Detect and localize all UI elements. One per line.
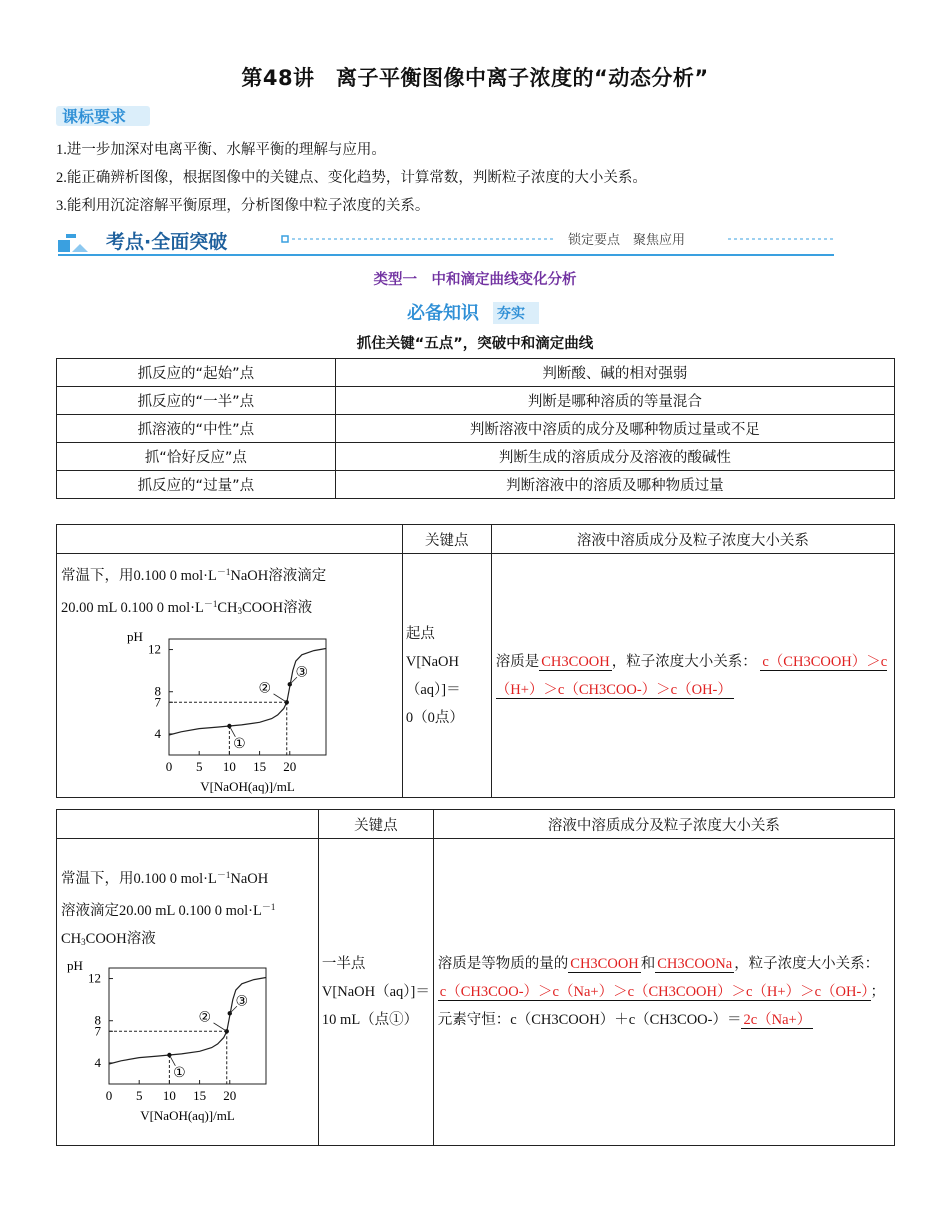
meaning-cell: 判断是哪种溶质的等量混合 — [335, 387, 894, 415]
key-point-name: 起点 — [405, 625, 435, 642]
table-row — [57, 443, 895, 471]
case1-table — [56, 524, 895, 798]
titration-curve — [169, 649, 326, 736]
section-title: 考点·全面突破 — [106, 231, 228, 253]
case2-description: 常温下，用0.100 0 $mol\cdot L^{-1}NaOH$ 溶液滴定20.00 mL 0.100 0 $mol\cdot L^{-1}$ $CH_3COOH$溶液 — [61, 870, 276, 947]
solute-answer-a: CH3COOH — [570, 956, 639, 972]
section-header — [56, 228, 836, 258]
annotation-label: ③ — [235, 993, 249, 1010]
titration-chart — [121, 627, 341, 797]
table-row — [57, 387, 895, 415]
point-cell: 抓“恰好反应”点 — [57, 443, 336, 471]
annotation-label: ① — [233, 736, 246, 752]
svg-text:必备知识: 必备知识 — [407, 303, 479, 324]
key-point-volume: V[NaOH（aq）]＝ — [405, 653, 461, 698]
grab-title: 抓住关键“五点”，突破中和滴定曲线 — [356, 336, 594, 352]
meaning-cell: 判断溶液中的溶质及哪种物质过量 — [335, 471, 894, 499]
case2-relation-cell: 溶质是等物质的量的 CH3COOH 和 CH3COONa ，粒子浓度大小关系： c（CH3COO-）＞c（Na+）＞c（CH3COOH）＞c（H+）＞c（OH-） ；元素守恒：c（CH3COOH）＋c（CH3COO-）＝ 2c（Na+） — [433, 839, 894, 1146]
annotation-label: ② — [198, 1009, 212, 1026]
case1-description-cell — [57, 554, 403, 798]
x-tick-label: 15 — [193, 1088, 207, 1103]
x-tick-label: 10 — [222, 759, 236, 774]
type-title: 类型一 中和滴定曲线变化分析 — [373, 272, 577, 288]
titration-chart — [61, 956, 281, 1126]
header-key: 关键点 — [318, 810, 433, 839]
annotation-label: ③ — [295, 664, 309, 681]
section-square-icon — [58, 240, 70, 252]
relation-answer: c（CH3COOH）＞c（H+）＞c（CH3COO-）＞c（OH-） — [495, 653, 888, 698]
requirement-item: 3.能利用沉淀溶解平衡原理，分析图像中粒子浓度的关系。 — [56, 198, 430, 214]
table-header-row — [57, 525, 895, 554]
y-tick-label: 12 — [148, 641, 161, 657]
annotation-label: ① — [173, 1065, 186, 1081]
y-axis-label: pH — [127, 629, 143, 644]
table-header-row — [57, 810, 895, 839]
section-tagline: 锁定要点 聚焦应用 — [568, 233, 686, 248]
x-axis-label: V[NaOH(aq)]/mL — [200, 779, 295, 794]
meaning-cell: 判断生成的溶质成分及溶液的酸碱性 — [335, 443, 894, 471]
requirements-banner — [56, 104, 156, 128]
table-row — [57, 554, 895, 798]
requirement-item: 1.进一步加深对电离平衡、水解平衡的理解与应用。 — [56, 142, 386, 158]
annotation-leader — [214, 1023, 227, 1031]
header-empty — [57, 810, 319, 839]
annotation-leader — [274, 694, 287, 702]
header-relation: 溶液中溶质成分及粒子浓度大小关系 — [491, 525, 894, 554]
y-axis-label: pH — [67, 958, 83, 973]
y-tick-label: 4 — [94, 1054, 101, 1070]
y-tick-label: 12 — [88, 970, 101, 986]
x-tick-label: 20 — [223, 1088, 237, 1103]
x-tick-label: 10 — [162, 1088, 176, 1103]
y-tick-label: 4 — [154, 725, 161, 741]
page-title: 第48讲 离子平衡图像中离子浓度的“动态分析” — [241, 66, 709, 90]
key-point-name: 一半点 — [321, 956, 366, 972]
knowledge-banner — [405, 298, 545, 326]
solute-answer: CH3COOH — [541, 653, 610, 670]
header-empty — [57, 525, 403, 554]
requirements-list — [56, 136, 647, 220]
header-key: 关键点 — [402, 525, 491, 554]
point-cell: 抓反应的“起始”点 — [57, 359, 336, 387]
case1-key-point-cell — [402, 554, 491, 798]
header-relation: 溶液中溶质成分及粒子浓度大小关系 — [433, 810, 894, 839]
five-points-table — [56, 358, 895, 499]
point-cell: 抓反应的“过量”点 — [57, 471, 336, 499]
case2-key-point-cell — [318, 839, 433, 1146]
x-tick-label: 0 — [165, 759, 173, 774]
svg-text:夯实: 夯实 — [497, 306, 525, 322]
case2-description-cell — [57, 839, 319, 1146]
solute-answer-b: CH3COONa — [657, 956, 733, 972]
table-row — [57, 839, 895, 1146]
table-row — [57, 415, 895, 443]
case1-relation-cell: 溶质是 CH3COOH ，粒子浓度大小关系： c（CH3COOH）＞c（H+）＞c（CH3COO-）＞c（OH-） — [491, 554, 894, 798]
plot-frame — [109, 968, 266, 1084]
conservation-answer: 2c（Na+） — [743, 1012, 812, 1028]
titration-curve — [109, 978, 266, 1065]
meaning-cell: 判断溶液中溶质的成分及哪种物质过量或不足 — [335, 415, 894, 443]
y-tick-label: 7 — [94, 1023, 101, 1039]
requirement-item: 2.能正确辨析图像，根据图像中的关键点、变化趋势，计算常数，判断粒子浓度的大小关系。 — [56, 170, 647, 186]
y-tick-label: 8 — [94, 1012, 101, 1028]
table-row — [57, 359, 895, 387]
table-row — [57, 471, 895, 499]
y-tick-label: 7 — [154, 694, 161, 710]
case1-description: 常温下，用0.100 0 $mol\cdot L^{-1}NaOH$溶液滴定 20.00 mL 0.100 0 $mol\cdot L^{-1}CH_3COOH$溶液 — [61, 567, 327, 616]
key-point-value: 10 mL（点①） — [321, 1012, 419, 1028]
conservation-left: c（CH3COOH）＋c（CH3COO-）＝ — [510, 1012, 742, 1028]
annotation-label: ② — [258, 680, 272, 697]
x-tick-label: 20 — [283, 759, 297, 774]
key-point-volume: V[NaOH（aq）]＝ — [321, 984, 430, 1000]
case2-table — [56, 809, 895, 1146]
meaning-cell: 判断酸、碱的相对强弱 — [335, 359, 894, 387]
x-tick-label: 0 — [105, 1088, 113, 1103]
x-tick-label: 5 — [195, 759, 203, 774]
plot-frame — [169, 639, 326, 755]
relation-answer: c（CH3COO-）＞c（Na+）＞c（CH3COOH）＞c（H+）＞c（OH-） — [439, 984, 869, 1000]
point-cell: 抓溶液的“中性”点 — [57, 415, 336, 443]
svg-text:课标要求: 课标要求 — [62, 107, 127, 126]
key-point-value: 0（0点） — [405, 709, 464, 726]
point-cell: 抓反应的“一半”点 — [57, 387, 336, 415]
x-axis-label: V[NaOH(aq)]/mL — [140, 1108, 235, 1123]
x-tick-label: 15 — [253, 759, 267, 774]
y-tick-label: 8 — [154, 683, 161, 699]
x-tick-label: 5 — [135, 1088, 143, 1103]
